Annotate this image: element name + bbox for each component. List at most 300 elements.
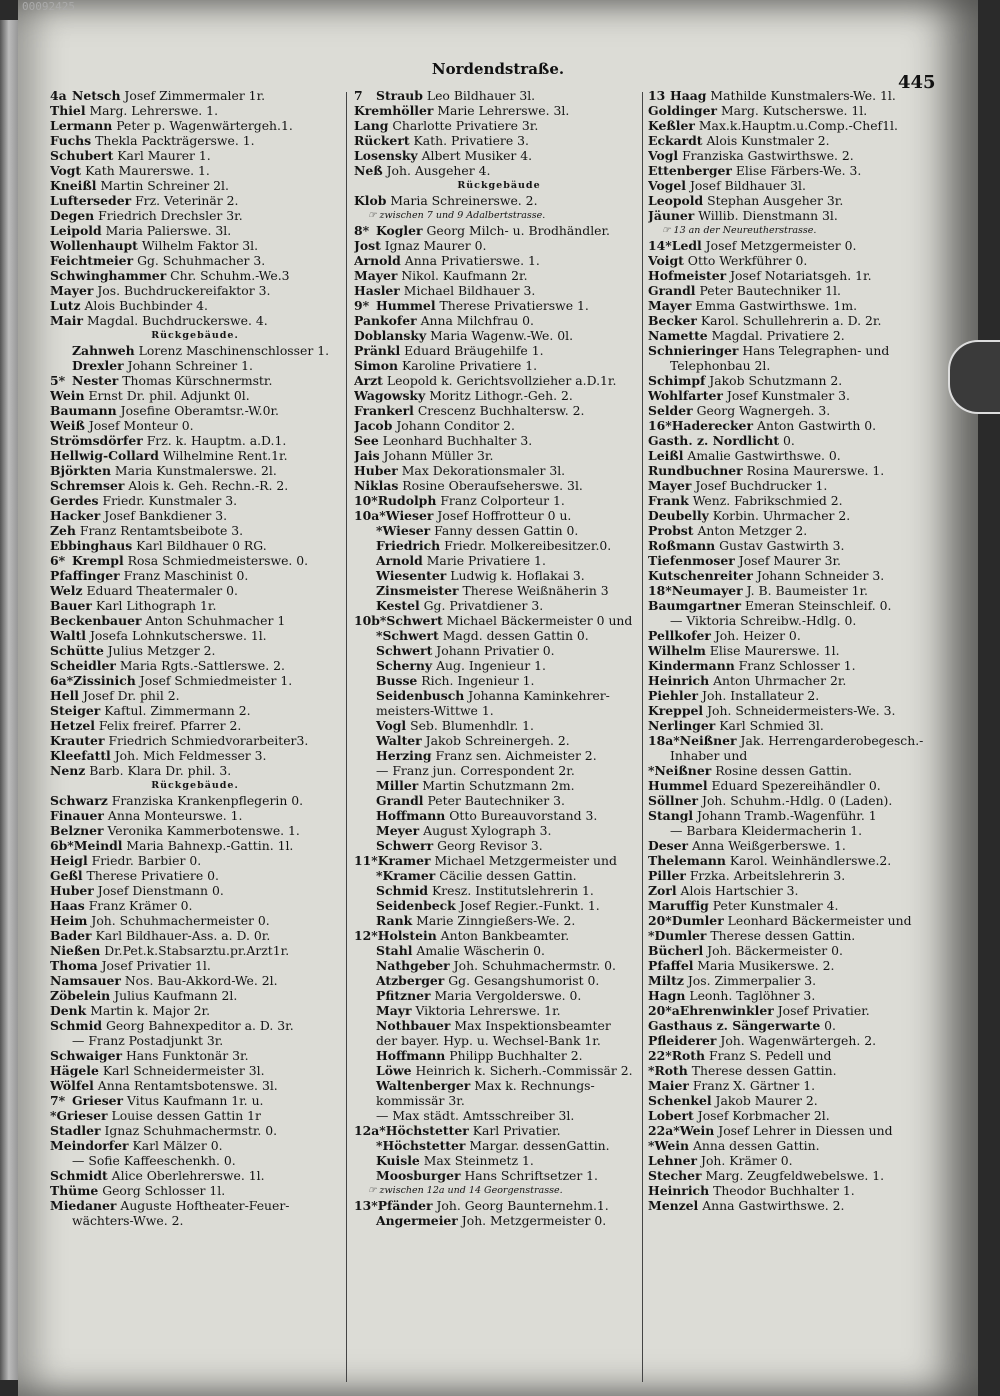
- cross-street-note: ☞ zwischen 7 und 9 Adalbertstrasse.: [368, 210, 546, 221]
- resident-surname: Miller: [376, 778, 419, 793]
- directory-entry: [354, 283, 644, 298]
- resident-surname: Meindorfer: [50, 1138, 129, 1153]
- resident-surname: Maier: [648, 1078, 689, 1093]
- directory-entry: [50, 673, 340, 688]
- resident-details: Karol. Schullehrerin a. D. 2r.: [700, 313, 882, 328]
- resident-details: Therese dessen Gattin.: [691, 1063, 837, 1078]
- resident-details: Anton Schuhmacher 1: [145, 613, 286, 628]
- resident-surname: Weiß: [50, 418, 85, 433]
- resident-details: Therese Privatiere 0.: [86, 868, 219, 883]
- resident-details: Jakob Maurer 2.: [715, 1093, 818, 1108]
- resident-details: Joh. Krämer 0.: [700, 1153, 793, 1168]
- directory-entry: [354, 688, 644, 703]
- directory-entry: [354, 223, 644, 238]
- resident-surname: Thelemann: [648, 853, 726, 868]
- resident-surname: Kutschenreiter: [648, 568, 753, 583]
- directory-entry: [354, 598, 644, 613]
- directory-entry: [354, 568, 644, 583]
- directory-entry: [50, 133, 340, 148]
- directory-entry: [354, 1213, 644, 1228]
- resident-surname: Kestel: [376, 598, 420, 613]
- directory-entry: [354, 958, 644, 973]
- resident-surname: Bücherl: [648, 943, 704, 958]
- directory-entry: [648, 718, 938, 733]
- house-number: 7*: [50, 1093, 66, 1108]
- house-number: 18*: [648, 583, 672, 598]
- resident-details: Johann Schreiner 1.: [127, 358, 253, 373]
- resident-surname: *Roth: [648, 1063, 688, 1078]
- resident-details: Anna Gastwirthswe. 2.: [702, 1198, 845, 1213]
- resident-details: Kath Maurerswe. 1.: [85, 163, 210, 178]
- resident-surname: Zeh: [50, 523, 76, 538]
- resident-surname: Vogl: [376, 718, 407, 733]
- directory-entry: [50, 298, 340, 313]
- resident-details: Josefine Oberamtsr.-W.0r.: [120, 403, 279, 418]
- resident-surname: Hummel: [376, 298, 436, 313]
- directory-entry: [354, 1123, 644, 1138]
- directory-entry: [354, 853, 644, 868]
- resident-details: Maria Vergolderswe. 0.: [434, 988, 582, 1003]
- resident-details: Joh. Ausgeher 4.: [386, 163, 491, 178]
- resident-surname: Hellwig-Collard: [50, 448, 159, 463]
- directory-entry: [50, 718, 340, 733]
- house-number: 22a*: [648, 1123, 680, 1138]
- resident-details: Therese Weißnäherin 3: [462, 583, 609, 598]
- resident-surname: Deser: [648, 838, 689, 853]
- directory-entry: [354, 1138, 644, 1153]
- resident-surname: Menzel: [648, 1198, 699, 1213]
- resident-details: Joh. Heizer 0.: [714, 628, 801, 643]
- resident-surname: Heigl: [50, 853, 88, 868]
- resident-surname: Dumler: [671, 913, 724, 928]
- resident-details: Karl Privatier.: [472, 1123, 561, 1138]
- directory-entry: [648, 958, 938, 973]
- resident-surname: Schnieringer: [648, 343, 739, 358]
- resident-details: Anna dessen Gattin.: [692, 1138, 820, 1153]
- resident-details: Karol. Weinhändlerswe.2.: [729, 853, 892, 868]
- directory-entry: [648, 973, 938, 988]
- resident-details: Friedrich Schmiedvorarbeiter3.: [108, 733, 309, 748]
- resident-details: Emeran Steinschleif. 0.: [744, 598, 892, 613]
- resident-details: Hans Funktonär 3r.: [125, 1048, 249, 1063]
- directory-entry: [50, 568, 340, 583]
- resident-details: Marg. Lehrerswe. 1.: [89, 103, 219, 118]
- section-subheading: Rückgebäude.: [151, 780, 239, 791]
- resident-details: Josef Dienstmann 0.: [97, 883, 224, 898]
- directory-entry: [50, 1198, 340, 1213]
- directory-entry: [50, 898, 340, 913]
- directory-entry: [648, 688, 938, 703]
- resident-details: Leonhard Buchhalter 3.: [382, 433, 533, 448]
- resident-surname: Simon: [354, 358, 399, 373]
- resident-details: Franz Schlosser 1.: [738, 658, 856, 673]
- directory-entry: [354, 193, 644, 208]
- directory-entry: [648, 283, 938, 298]
- resident-details: Josef Bankdiener 3.: [104, 508, 228, 523]
- directory-entry: [354, 148, 644, 163]
- resident-surname: Pfänder: [377, 1198, 433, 1213]
- resident-details: meisters-Wittwe 1.: [376, 703, 494, 718]
- directory-entry: [354, 133, 644, 148]
- resident-details: Josef Metzgermeister 0.: [705, 238, 857, 253]
- resident-surname: Seidenbeck: [376, 898, 456, 913]
- page-number: 445: [898, 72, 936, 93]
- resident-details: Leo Bildhauer 3l.: [426, 88, 536, 103]
- resident-surname: Ledl: [671, 238, 702, 253]
- resident-details: Anna Weißgerberswe. 1.: [691, 838, 846, 853]
- resident-surname: Beckenbauer: [50, 613, 142, 628]
- resident-details: Amalie Wäscherin 0.: [416, 943, 545, 958]
- resident-details: Georg Schlosser 1l.: [102, 1183, 226, 1198]
- house-number: 12*: [354, 928, 378, 943]
- directory-entry: [354, 403, 644, 418]
- directory-entry: [354, 1108, 644, 1123]
- resident-surname: Schmidt: [50, 1168, 108, 1183]
- resident-details: Magdal. Privatiere 2.: [711, 328, 845, 343]
- resident-details: Friedr. Barbier 0.: [91, 853, 202, 868]
- resident-surname: Neumayer: [671, 583, 743, 598]
- directory-entry: [648, 703, 938, 718]
- directory-entry: [50, 223, 340, 238]
- resident-details: Veronika Kammerbotenswe. 1.: [107, 823, 300, 838]
- directory-entry: [648, 163, 938, 178]
- resident-details: Anna Monteurswe. 1.: [107, 808, 243, 823]
- section-subheading: Rückgebäude.: [151, 330, 239, 341]
- resident-surname: Nerlinger: [648, 718, 716, 733]
- directory-entry: [648, 673, 938, 688]
- resident-details: Johanna Kaminkehrer-: [468, 688, 610, 703]
- resident-surname: Bader: [50, 928, 92, 943]
- directory-entry: [354, 553, 644, 568]
- resident-surname: Pfaffel: [648, 958, 694, 973]
- resident-details: Josef Bildhauer 3l.: [689, 178, 806, 193]
- directory-entry: [648, 388, 938, 403]
- resident-details: Alois Buchbinder 4.: [84, 298, 208, 313]
- resident-surname: Hetzel: [50, 718, 95, 733]
- resident-surname: Miedaner: [50, 1198, 117, 1213]
- resident-surname: Thiel: [50, 103, 86, 118]
- directory-entry: [648, 733, 938, 748]
- resident-surname: Schwert: [376, 643, 433, 658]
- resident-surname: Heinrich: [648, 1183, 710, 1198]
- resident-surname: Lufterseder: [50, 193, 132, 208]
- directory-entry: [648, 763, 938, 778]
- directory-entry: [648, 448, 938, 463]
- directory-entry: [648, 313, 938, 328]
- house-number: 20*a: [648, 1003, 680, 1018]
- resident-details: Ignaz Schuhmachermstr. 0.: [104, 1123, 278, 1138]
- directory-entry: [648, 1198, 938, 1213]
- directory-entry: [354, 103, 644, 118]
- directory-entry: [648, 418, 938, 433]
- resident-details: Maria Schreinerswe. 2.: [390, 193, 538, 208]
- house-number: 6b*: [50, 838, 74, 853]
- resident-surname: Zorl: [648, 883, 677, 898]
- resident-details: Franziska Krankenpflegerin 0.: [111, 793, 304, 808]
- resident-surname: Hoffmann: [376, 808, 446, 823]
- resident-details: Johann Müller 3r.: [383, 448, 494, 463]
- resident-surname: Löwe: [376, 1063, 412, 1078]
- resident-surname: Arnold: [376, 553, 423, 568]
- resident-surname: Lehner: [648, 1153, 698, 1168]
- resident-surname: Neißner: [679, 733, 737, 748]
- directory-entry: [648, 583, 938, 598]
- directory-entry: [648, 553, 938, 568]
- resident-surname: Schwerr: [376, 838, 434, 853]
- resident-details: wächters-Wwe. 2.: [72, 1213, 184, 1228]
- resident-details: Gg. Schuhmacher 3.: [137, 253, 266, 268]
- resident-details: Rosina Maurerswe. 1.: [746, 463, 885, 478]
- resident-details: 0.: [783, 433, 795, 448]
- resident-details: Josef Dr. phil 2.: [82, 688, 180, 703]
- resident-details: Karoline Privatiere 1.: [402, 358, 538, 373]
- directory-entry: [50, 283, 340, 298]
- resident-surname: Lobert: [648, 1108, 694, 1123]
- resident-details: Joh. Installateur 2.: [702, 688, 820, 703]
- resident-surname: Schmid: [50, 1018, 102, 1033]
- directory-entry: [354, 1168, 644, 1183]
- resident-surname: Nenz: [50, 763, 86, 778]
- resident-details: Wenz. Fabrikschmied 2.: [692, 493, 843, 508]
- directory-entry: [648, 853, 938, 868]
- resident-surname: Nothbauer: [376, 1018, 451, 1033]
- resident-surname: Schubert: [50, 148, 114, 163]
- resident-details: Peter Kunstmaler 4.: [712, 898, 839, 913]
- directory-entry: [648, 148, 938, 163]
- resident-details: Joh. Wagenwärtergeh. 2.: [720, 1033, 877, 1048]
- resident-surname: Selder: [648, 403, 693, 418]
- resident-details: Therese Privatierswe 1.: [439, 298, 589, 313]
- resident-details: Karl Schneidermeister 3l.: [102, 1063, 265, 1078]
- directory-entry: [354, 478, 644, 493]
- resident-details: Johann Conditor 2.: [396, 418, 515, 433]
- resident-surname: Geßl: [50, 868, 83, 883]
- directory-entry: [50, 613, 340, 628]
- resident-details: Rosine dessen Gattin.: [715, 763, 852, 778]
- resident-details: Eduard Theatermaler 0.: [86, 583, 238, 598]
- resident-details: Leonh. Taglöhner 3.: [689, 988, 816, 1003]
- resident-surname: Thüme: [50, 1183, 99, 1198]
- directory-entry: [648, 328, 938, 343]
- resident-surname: Krempl: [72, 553, 124, 568]
- resident-details: Inhaber und: [670, 748, 748, 763]
- directory-entry: [354, 973, 644, 988]
- resident-details: August Xylograph 3.: [423, 823, 552, 838]
- directory-entry: [648, 838, 938, 853]
- directory-entry: [50, 433, 340, 448]
- resident-details: Joh. Bäckermeister 0.: [707, 943, 843, 958]
- directory-entry: [354, 373, 644, 388]
- resident-details: Karl Maurer 1.: [117, 148, 211, 163]
- resident-surname: Wohlfarter: [648, 388, 723, 403]
- resident-details: Peter Bautechniker 1l.: [699, 283, 841, 298]
- resident-surname: Leipold: [50, 223, 102, 238]
- resident-details: Joh. Schuhm.-Hdlg. 0 (Laden).: [702, 793, 893, 808]
- resident-details: Alice Oberlehrerswe. 1l.: [111, 1168, 265, 1183]
- resident-details: Alois Kunstmaler 2.: [706, 133, 830, 148]
- resident-surname: Grandl: [376, 793, 424, 808]
- directory-entry: [50, 388, 340, 403]
- directory-entry: [354, 523, 644, 538]
- directory-entry: [648, 268, 938, 283]
- house-number: 7: [354, 88, 363, 103]
- resident-surname: Heim: [50, 913, 88, 928]
- resident-surname: Mayer: [648, 298, 692, 313]
- directory-entry: [354, 628, 644, 643]
- resident-surname: Hummel: [648, 778, 708, 793]
- resident-surname: Rudolph: [377, 493, 437, 508]
- resident-details: Max Dekorationsmaler 3l.: [401, 463, 566, 478]
- resident-details: Marg. Zeugfeldwebelswe. 1.: [705, 1168, 885, 1183]
- resident-surname: Piller: [648, 868, 686, 883]
- directory-entry: [648, 508, 938, 523]
- resident-details: Frz. k. Hauptm. a.D.1.: [146, 433, 287, 448]
- directory-entry: [648, 568, 938, 583]
- resident-details: Johann Schneider 3.: [756, 568, 885, 583]
- resident-surname: Nester: [72, 373, 119, 388]
- directory-entry: [648, 598, 938, 613]
- directory-entry: [354, 1018, 644, 1033]
- resident-surname: *Wein: [648, 1138, 689, 1153]
- resident-details: Maria Bahnexp.-Gattin. 1l.: [126, 838, 294, 853]
- resident-details: Georg Bahnexpeditor a. D. 3r.: [105, 1018, 294, 1033]
- resident-details: Anton Metzger 2.: [697, 523, 808, 538]
- resident-details: Margar. dessenGattin.: [469, 1138, 610, 1153]
- resident-details: Rosine Oberaufseherswe. 3l.: [402, 478, 583, 493]
- resident-surname: Tiefenmoser: [648, 553, 735, 568]
- section-subheading: Rückgebäude: [457, 180, 541, 191]
- directory-entry: [648, 1138, 938, 1153]
- directory-entry: [50, 628, 340, 643]
- resident-surname: Wilhelm: [648, 643, 706, 658]
- resident-surname: Stadler: [50, 1123, 101, 1138]
- resident-details: Stephan Ausgeher 3r.: [707, 193, 844, 208]
- house-number: 14*: [648, 238, 672, 253]
- directory-entry: [648, 1033, 938, 1048]
- resident-surname: Wein: [679, 1123, 715, 1138]
- resident-surname: Schimpf: [648, 373, 706, 388]
- directory-entry: [648, 928, 938, 943]
- resident-surname: Leißl: [648, 448, 684, 463]
- resident-surname: Klob: [354, 193, 387, 208]
- directory-entry: [648, 433, 938, 448]
- resident-details: Wilhelm Faktor 3l.: [141, 238, 259, 253]
- resident-surname: Haag: [670, 88, 707, 103]
- directory-page: [18, 0, 978, 1396]
- resident-details: Georg Milch- u. Brodhändler.: [426, 223, 610, 238]
- resident-details: Maria Rgts.-Sattlerswe. 2.: [119, 658, 285, 673]
- resident-details: Franz sen. Aichmeister 2.: [435, 748, 597, 763]
- resident-details: Josef Buchdrucker 1.: [695, 478, 828, 493]
- resident-surname: Wein: [50, 388, 85, 403]
- directory-entry: [354, 793, 644, 808]
- resident-surname: Haas: [50, 898, 85, 913]
- resident-surname: Meyer: [376, 823, 420, 838]
- directory-entry: [354, 868, 644, 883]
- directory-entry: [50, 373, 340, 388]
- cross-street-note: ☞ zwischen 12a und 14 Georgenstrasse.: [368, 1185, 563, 1196]
- resident-surname: Drexler: [72, 358, 124, 373]
- resident-details: Eduard Spezereihändler 0.: [711, 778, 881, 793]
- directory-entry: [354, 778, 644, 793]
- resident-details: Karl Schmied 3l.: [719, 718, 824, 733]
- resident-details: Georg Revisor 3.: [437, 838, 543, 853]
- page-title: Nordendstraße.: [431, 60, 565, 78]
- resident-surname: Nießen: [50, 943, 101, 958]
- directory-entry: [354, 163, 644, 178]
- resident-surname: Söllner: [648, 793, 699, 808]
- resident-details: Mathilde Kunstmalers-We. 1l.: [710, 88, 896, 103]
- directory-entry: [648, 808, 938, 823]
- resident-surname: Vogl: [648, 148, 679, 163]
- resident-details: Chr. Schuhm.-We.3: [170, 268, 290, 283]
- resident-details: Hans Schriftsetzer 1.: [464, 1168, 598, 1183]
- resident-surname: Herzing: [376, 748, 432, 763]
- resident-details: Marie Lehrerswe. 3l.: [437, 103, 570, 118]
- directory-entry: [50, 478, 340, 493]
- resident-details: Gg. Privatdiener 3.: [423, 598, 544, 613]
- resident-surname: Piehler: [648, 688, 699, 703]
- directory-entry: [648, 748, 938, 763]
- directory-entry: [648, 103, 938, 118]
- resident-surname: Stecher: [648, 1168, 702, 1183]
- resident-details: Jak. Herrengarderobegesch.-: [740, 733, 924, 748]
- house-number: 6*: [50, 553, 66, 568]
- resident-details: Thomas Kürschnermstr.: [122, 373, 273, 388]
- directory-entry: [50, 1003, 340, 1018]
- resident-surname: Stangl: [648, 808, 694, 823]
- directory-entry: [50, 418, 340, 433]
- resident-details: Josef Privatier.: [777, 1003, 870, 1018]
- resident-details: Louise dessen Gattin 1r: [111, 1108, 261, 1123]
- resident-surname: Lang: [354, 118, 389, 133]
- resident-details: Josef Privatier 1l.: [101, 958, 211, 973]
- directory-entry: [50, 1138, 340, 1153]
- resident-surname: Schwert: [386, 613, 443, 628]
- resident-surname: Zissinich: [73, 673, 136, 688]
- directory-entry: [50, 208, 340, 223]
- resident-details: Julius Metzger 2.: [107, 643, 216, 658]
- directory-entry: [354, 928, 644, 943]
- directory-entry: [648, 658, 938, 673]
- house-number: 9*: [354, 298, 370, 313]
- resident-details: Charlotte Privatiere 3r.: [392, 118, 539, 133]
- resident-surname: Waltenberger: [376, 1078, 471, 1093]
- resident-details: Maria Musikerswe. 2.: [697, 958, 835, 973]
- resident-details: Franz Colporteur 1.: [440, 493, 565, 508]
- resident-details: Peter p. Wagenwärtergeh.1.: [116, 118, 293, 133]
- resident-surname: See: [354, 433, 379, 448]
- resident-surname: Jost: [354, 238, 381, 253]
- resident-surname: Waltl: [50, 628, 87, 643]
- resident-surname: Seidenbusch: [376, 688, 465, 703]
- resident-surname: Schmid: [376, 883, 428, 898]
- resident-surname: Krauter: [50, 733, 105, 748]
- resident-details: Auguste Hoftheater-Feuer-: [120, 1198, 290, 1213]
- directory-entry: [354, 313, 644, 328]
- directory-entry: [50, 508, 340, 523]
- directory-entry: [50, 493, 340, 508]
- resident-details: Franz X. Gärtner 1.: [692, 1078, 816, 1093]
- resident-surname: Rückert: [354, 133, 410, 148]
- resident-surname: Hägele: [50, 1063, 99, 1078]
- directory-entry: [50, 703, 340, 718]
- house-number: 20*: [648, 913, 672, 928]
- directory-entry: [50, 1213, 340, 1228]
- directory-entry: [354, 268, 644, 283]
- resident-surname: Schwarz: [50, 793, 108, 808]
- bookmark-tab: [948, 340, 1000, 414]
